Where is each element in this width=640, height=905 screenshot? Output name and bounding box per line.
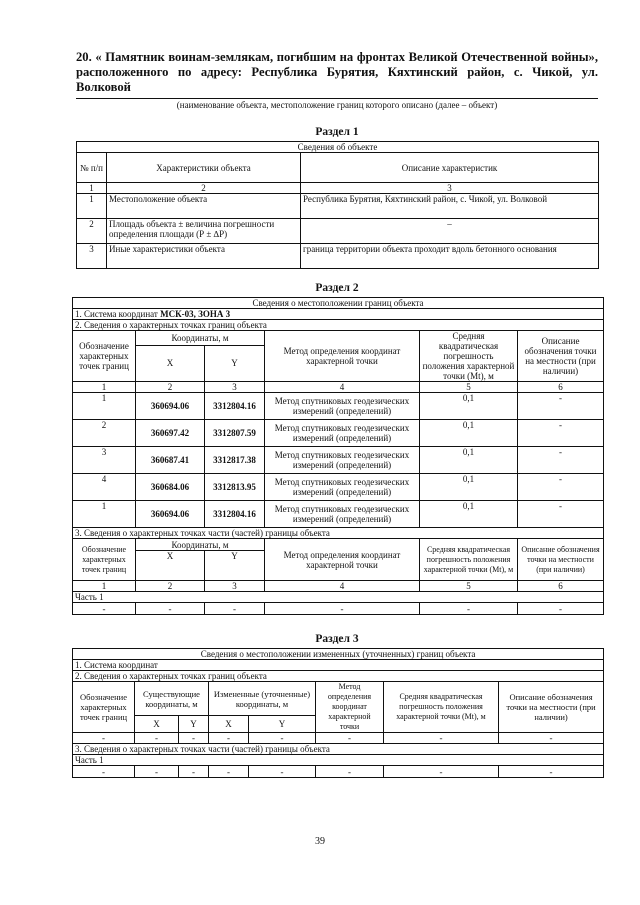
header-changed: Измененные (уточненные) координаты, м	[209, 682, 316, 716]
header-method: Метод определения координат характерной точки	[265, 331, 420, 382]
header-characteristics: Характеристики объекта	[107, 153, 301, 183]
points-title: 2. Сведения о характерных точках границ объекта	[73, 671, 604, 682]
header-descr: Описание обозначения точки на местности (при наличии)	[518, 331, 604, 382]
dash-cell: -	[384, 766, 499, 778]
header-y: Y	[205, 345, 265, 381]
table-row	[73, 474, 604, 501]
dash-cell: -	[265, 603, 420, 615]
error: 0,1	[420, 420, 518, 447]
coord-x: 360697.42	[136, 420, 205, 447]
row-characteristic: Площадь объекта ± величина погрешности определения площади (Р ± ∆Р)	[107, 219, 301, 244]
header-y-existing: Y	[179, 716, 209, 733]
method: Метод спутниковых геодезических измерений (определений)	[265, 393, 420, 420]
header-descr: Описание обозначения точки на местности (при наличии)	[499, 682, 604, 733]
index-cell: 6	[518, 581, 604, 592]
dash-cell: -	[73, 733, 135, 744]
descr: -	[518, 393, 604, 420]
point-id: 4	[73, 474, 136, 501]
header-coords: Координаты, м	[136, 331, 265, 346]
table-row	[73, 420, 604, 447]
table-row	[73, 603, 604, 615]
section3-title: Раздел 3	[315, 633, 359, 645]
header-num: № п/п	[77, 153, 107, 183]
table-row	[73, 766, 604, 778]
index-cell: 3	[205, 382, 265, 393]
row-num: 1	[77, 194, 107, 219]
coord-x: 360694.06	[136, 501, 205, 528]
row-characteristic: Иные характеристики объекта	[107, 244, 301, 269]
index-cell: 3	[301, 183, 599, 194]
dash-cell: -	[135, 766, 179, 778]
coord-x: 360687.41	[136, 447, 205, 474]
coord-y: 3312817.38	[205, 447, 265, 474]
error: 0,1	[420, 501, 518, 528]
descr: -	[518, 447, 604, 474]
table-row	[77, 244, 599, 269]
table-row	[77, 219, 599, 244]
index-cell: 6	[518, 382, 604, 393]
dash-cell: -	[316, 733, 384, 744]
section2-caption: Сведения о местоположении границ объекта	[73, 298, 604, 309]
table-row	[73, 733, 604, 744]
section2-table	[72, 297, 604, 615]
point-id: 3	[73, 447, 136, 474]
section2-title: Раздел 2	[315, 282, 359, 294]
page-number: 39	[315, 836, 325, 847]
header-y-changed: Y	[249, 716, 316, 733]
heading-note: (наименование объекта, местоположение границ которого описано (далее – объект)	[176, 100, 498, 110]
row-num: 3	[77, 244, 107, 269]
header-point: Обозначение характерных точек границ	[73, 331, 136, 382]
dash-cell: -	[73, 603, 136, 615]
header-existing: Существующие координаты, м	[135, 682, 209, 716]
error: 0,1	[420, 447, 518, 474]
section3-table	[72, 648, 604, 778]
parts-header-coords: Координаты, м	[136, 539, 265, 551]
parts-header-descr: Описание обозначения точки на местности (при наличии)	[518, 539, 604, 581]
parts-title: 3. Сведения о характерных точках части (частей) границы объекта	[73, 528, 604, 539]
dash-cell: -	[179, 766, 209, 778]
section1-caption: Сведения об объекте	[77, 142, 599, 153]
method: Метод спутниковых геодезических измерений (определений)	[265, 474, 420, 501]
table-row	[73, 393, 604, 420]
parts-header-method: Метод определения координат характерной точки	[265, 539, 420, 581]
row-num: 2	[77, 219, 107, 244]
coordinate-system: 1. Система координат	[73, 660, 604, 671]
method: Метод спутниковых геодезических измерений (определений)	[265, 420, 420, 447]
dash-cell: -	[209, 766, 249, 778]
table-row	[73, 447, 604, 474]
method: Метод спутниковых геодезических измерений (определений)	[265, 501, 420, 528]
header-x-existing: X	[135, 716, 179, 733]
header-x-changed: X	[209, 716, 249, 733]
dash-cell: -	[136, 603, 205, 615]
header-description: Описание характеристик	[301, 153, 599, 183]
heading-underline	[76, 98, 598, 99]
dash-cell: -	[499, 766, 604, 778]
parts-header-point: Обозначение характерных точек границ	[73, 539, 136, 581]
index-cell: 1	[73, 382, 136, 393]
index-cell: 5	[420, 382, 518, 393]
dash-cell: -	[518, 603, 604, 615]
part-label: Часть 1	[73, 592, 604, 603]
point-id: 2	[73, 420, 136, 447]
index-cell: 4	[265, 581, 420, 592]
row-characteristic: Местоположение объекта	[107, 194, 301, 219]
section3-caption: Сведения о местоположении измененных (уточненных) границ объекта	[73, 649, 604, 660]
coord-y: 3312804.16	[205, 501, 265, 528]
header-method: Метод определения координат характерной точки	[316, 682, 384, 733]
dash-cell: -	[420, 603, 518, 615]
point-id: 1	[73, 501, 136, 528]
descr: -	[518, 501, 604, 528]
parts-title: 3. Сведения о характерных точках части (частей) границы объекта	[73, 744, 604, 755]
dash-cell: -	[499, 733, 604, 744]
index-cell: 2	[136, 581, 205, 592]
table-row	[77, 194, 599, 219]
parts-header-x: X	[136, 551, 205, 581]
row-description: Республика Бурятия, Кяхтинский район, с. Чикой, ул. Волковой	[301, 194, 599, 219]
dash-cell: -	[316, 766, 384, 778]
parts-header-error: Средняя квадратическая погрешность положения характерной точки (Mt), м	[420, 539, 518, 581]
coord-x: 360694.06	[136, 393, 205, 420]
dash-cell: -	[209, 733, 249, 744]
error: 0,1	[420, 474, 518, 501]
dash-cell: -	[179, 733, 209, 744]
section1-title: Раздел 1	[315, 126, 359, 138]
coord-y: 3312813.95	[205, 474, 265, 501]
method: Метод спутниковых геодезических измерений (определений)	[265, 447, 420, 474]
dash-cell: -	[249, 733, 316, 744]
index-cell: 2	[136, 382, 205, 393]
dash-cell: -	[135, 733, 179, 744]
parts-header-y: Y	[205, 551, 265, 581]
dash-cell: -	[205, 603, 265, 615]
coord-x: 360684.06	[136, 474, 205, 501]
header-error: Средняя квадратическая погрешность положения характерной точки (Mt), м	[384, 682, 499, 733]
coordinate-system-value: МСК-03, ЗОНА 3	[160, 309, 231, 319]
points-title: 2. Сведения о характерных точках границ объекта	[73, 320, 604, 331]
error: 0,1	[420, 393, 518, 420]
dash-cell: -	[73, 766, 135, 778]
index-cell: 1	[77, 183, 107, 194]
index-cell: 5	[420, 581, 518, 592]
section1-table	[76, 141, 599, 269]
row-description: граница территории объекта проходит вдоль бетонного основания	[301, 244, 599, 269]
header-x: X	[136, 345, 205, 381]
descr: -	[518, 420, 604, 447]
dash-cell: -	[384, 733, 499, 744]
descr: -	[518, 474, 604, 501]
dash-cell: -	[249, 766, 316, 778]
index-cell: 4	[265, 382, 420, 393]
index-cell: 3	[205, 581, 265, 592]
point-id: 1	[73, 393, 136, 420]
index-cell: 1	[73, 581, 136, 592]
index-cell: 2	[107, 183, 301, 194]
header-point: Обозначение характерных точек границ	[73, 682, 135, 733]
part-label: Часть 1	[73, 755, 604, 766]
coord-y: 3312807.59	[205, 420, 265, 447]
coordinate-system-label: 1. Система координат	[75, 309, 161, 319]
coordinate-system	[73, 309, 604, 320]
row-description: –	[301, 219, 599, 244]
header-error: Средняя квадратическая погрешность положения характерной точки (Mt), м	[420, 331, 518, 382]
table-row	[73, 501, 604, 528]
coord-y: 3312804.16	[205, 393, 265, 420]
object-heading: 20. « Памятник воинам-землякам, погибшим на фронтах Великой Отечественной войны», расположенного по адресу: Республика Бурятия, Кяхтинский район, с. Чикой, ул. Волковой	[76, 50, 598, 94]
